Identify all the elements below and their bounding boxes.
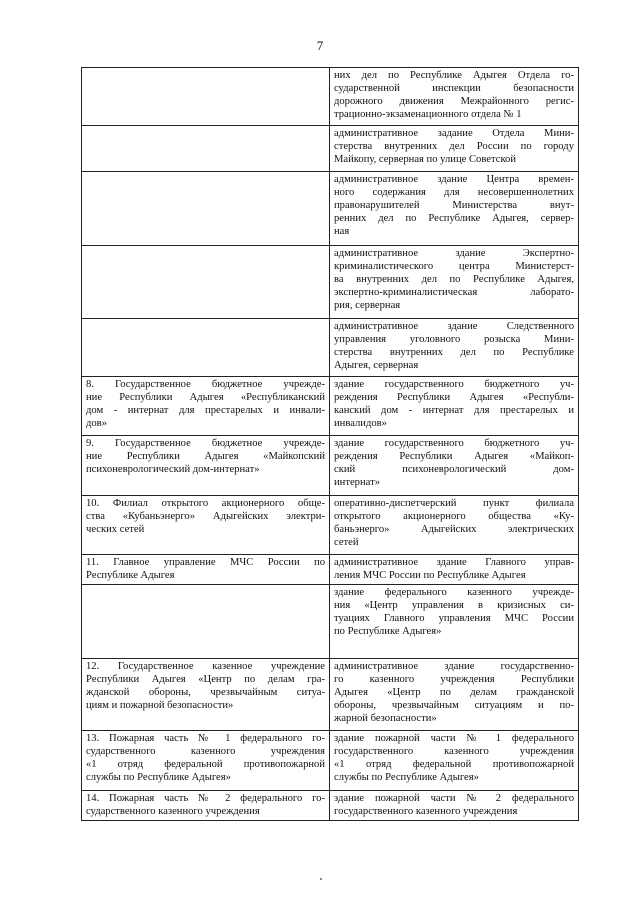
- cell-line: службы по Республике Адыгея»: [86, 772, 231, 783]
- table-row: [82, 791, 579, 821]
- facility-cell: [330, 731, 579, 791]
- cell-line: психоневрологический дом-интернат»: [86, 464, 260, 475]
- organization-cell: [82, 172, 330, 246]
- table-body: [82, 68, 579, 821]
- facility-cell: [330, 555, 579, 585]
- table-row: [82, 555, 579, 585]
- cell-line: обороны, чрезвычайным ситуациям и по-: [334, 700, 574, 711]
- cell-line: административное задание Отдела Мини-: [334, 128, 574, 139]
- cell-line: баньэнерго» Адыгейских электрических: [334, 524, 574, 535]
- cell-line: Майкопу, серверная по улице Советской: [334, 154, 517, 165]
- facility-cell: [330, 496, 579, 555]
- cell-line: ного содержания для несовершеннолетних: [334, 187, 574, 198]
- cell-line: реждения Республики Адыгея «Республи-: [334, 392, 574, 403]
- table-row: [82, 68, 579, 126]
- cell-line: трационно-экзаменационного отдела № 1: [334, 109, 522, 120]
- cell-line: стерства внутренних дел России по городу: [334, 141, 574, 152]
- organization-cell: [82, 377, 330, 436]
- facility-cell: [330, 126, 579, 172]
- cell-line: ния «Центр управления в кризисных си-: [334, 600, 574, 611]
- cell-line: Республике Адыгея: [86, 570, 175, 581]
- cell-line: государственного казенного учреждения: [334, 746, 574, 757]
- cell-line: административное здание Главного управ-: [334, 557, 574, 568]
- table-row: [82, 731, 579, 791]
- cell-line: «1 отряд федеральной противопожарной: [334, 759, 574, 770]
- cell-line: 12. Государственное казенное учреждение: [86, 661, 325, 672]
- cell-line: 13. Пожарная часть № 1 федерального го-: [86, 733, 325, 744]
- cell-line: службы по Республике Адыгея»: [334, 772, 479, 783]
- organization-cell: [82, 436, 330, 496]
- organization-cell: [82, 791, 330, 821]
- cell-line: ная: [334, 226, 350, 237]
- organization-cell: [82, 246, 330, 319]
- cell-line: ние Республики Адыгея «Майкопский: [86, 451, 325, 462]
- cell-line: Адыгея «Центр по делам гражданской: [334, 687, 574, 698]
- cell-line: жданской обороны, чрезвычайным ситуа-: [86, 687, 325, 698]
- organization-cell: [82, 555, 330, 585]
- cell-line: административное здание государственно-: [334, 661, 574, 672]
- table-row: [82, 496, 579, 555]
- cell-line: административное здание Следственного: [334, 321, 574, 332]
- table-row: [82, 246, 579, 319]
- facility-cell: [330, 319, 579, 377]
- table-row: [82, 172, 579, 246]
- facility-cell: [330, 791, 579, 821]
- table-row: [82, 585, 579, 659]
- organization-cell: [82, 126, 330, 172]
- organization-cell: [82, 659, 330, 731]
- facility-cell: [330, 172, 579, 246]
- cell-line: здание государственного бюджетного уч-: [334, 438, 574, 449]
- table-row: [82, 377, 579, 436]
- cell-line: дорожного движения Межрайонного регис-: [334, 96, 574, 107]
- cell-line: экспертно-криминалистическая лаборато-: [334, 287, 574, 298]
- cell-line: ва внутренних дел по Республике Адыгея,: [334, 274, 574, 285]
- cell-line: ренних дел по Республике Адыгея, сервер-: [334, 213, 574, 224]
- cell-line: Республики Адыгея «Центр по делам гра-: [86, 674, 325, 685]
- cell-line: государственного казенного учреждения: [334, 806, 518, 817]
- cell-line: открытого акционерного общества «Ку-: [334, 511, 574, 522]
- organization-cell: [82, 585, 330, 659]
- cell-line: по Республике Адыгея»: [334, 626, 442, 637]
- page-number: 7: [316, 38, 324, 53]
- objects-table: [81, 67, 579, 821]
- cell-line: здание федерального казенного учрежде-: [334, 587, 574, 598]
- cell-line: 9. Государственное бюджетное учрежде-: [86, 438, 325, 449]
- table-row: [82, 436, 579, 496]
- cell-line: здание пожарной части № 1 федерального: [334, 733, 574, 744]
- table-row: [82, 319, 579, 377]
- cell-line: го казенного учреждения Республики: [334, 674, 574, 685]
- cell-line: туациях Главного управления МЧС России: [334, 613, 574, 624]
- facility-cell: [330, 436, 579, 496]
- cell-line: ления МЧС России по Республике Адыгея: [334, 570, 526, 581]
- cell-line: «1 отряд федеральной противопожарной: [86, 759, 325, 770]
- cell-line: жарной безопасности»: [334, 713, 437, 724]
- cell-line: сударственной инспекции безопасности: [334, 83, 574, 94]
- cell-line: реждения Республики Адыгея «Майкоп-: [334, 451, 574, 462]
- facility-cell: [330, 246, 579, 319]
- cell-line: циям и пожарной безопасности»: [86, 700, 234, 711]
- organization-cell: [82, 731, 330, 791]
- cell-line: инвалидов»: [334, 418, 387, 429]
- cell-line: управления уголовного розыска Мини-: [334, 334, 574, 345]
- table-row: [82, 659, 579, 731]
- facility-cell: [330, 68, 579, 126]
- cell-line: сударственного казенного учреждения: [86, 746, 325, 757]
- cell-line: 10. Филиал открытого акционерного обще-: [86, 498, 325, 509]
- cell-line: дом - интернат для престарелых и инвали-: [86, 405, 325, 416]
- cell-line: канский дом - интернат для престарелых и: [334, 405, 574, 416]
- cell-line: 8. Государственное бюджетное учрежде-: [86, 379, 325, 390]
- cell-line: интернат»: [334, 477, 380, 488]
- cell-line: 14. Пожарная часть № 2 федерального го-: [86, 793, 325, 804]
- cell-line: административное здание Экспертно-: [334, 248, 574, 259]
- cell-line: ский психоневрологический дом-: [334, 464, 574, 475]
- cell-line: ческих сетей: [86, 524, 145, 535]
- cell-line: стерства внутренних дел по Республике: [334, 347, 574, 358]
- facility-cell: [330, 377, 579, 436]
- organization-cell: [82, 496, 330, 555]
- scan-speck: [320, 878, 322, 880]
- cell-line: них дел по Республике Адыгея Отдела го-: [334, 70, 574, 81]
- cell-line: ства «Кубаньэнерго» Адыгейских электри-: [86, 511, 325, 522]
- table-row: [82, 126, 579, 172]
- cell-line: сударственного казенного учреждения: [86, 806, 260, 817]
- cell-line: Адыгея, серверная: [334, 360, 419, 371]
- cell-line: здание пожарной части № 2 федерального: [334, 793, 574, 804]
- cell-line: административное здание Центра времен-: [334, 174, 574, 185]
- cell-line: правонарушителей Министерства внут-: [334, 200, 574, 211]
- cell-line: 11. Главное управление МЧС России по: [86, 557, 325, 568]
- facility-cell: [330, 659, 579, 731]
- facility-cell: [330, 585, 579, 659]
- cell-line: рия, серверная: [334, 300, 401, 311]
- organization-cell: [82, 319, 330, 377]
- cell-line: дов»: [86, 418, 107, 429]
- organization-cell: [82, 68, 330, 126]
- cell-line: ние Республики Адыгея «Республиканский: [86, 392, 325, 403]
- cell-line: здание государственного бюджетного уч-: [334, 379, 574, 390]
- cell-line: сетей: [334, 537, 359, 548]
- cell-line: оперативно-диспетчерский пункт филиала: [334, 498, 574, 509]
- cell-line: криминалистического центра Министерст-: [334, 261, 574, 272]
